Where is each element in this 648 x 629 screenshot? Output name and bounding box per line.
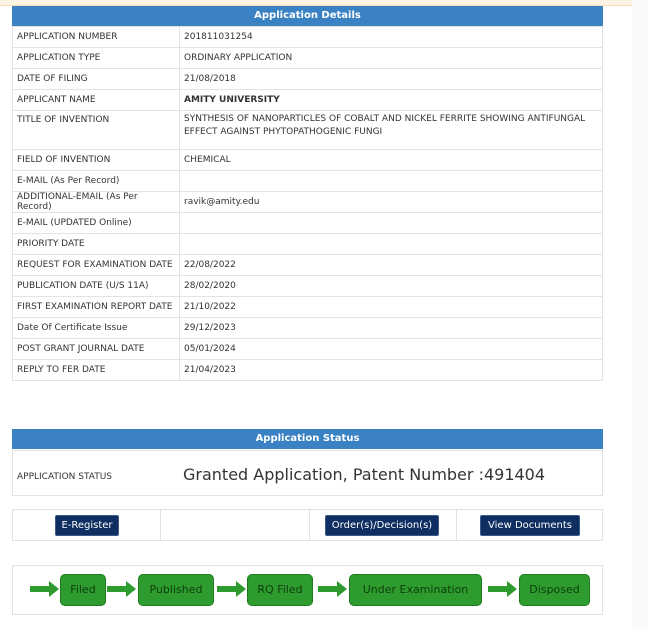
action-bar [12, 509, 603, 541]
table-row [13, 111, 603, 150]
table-row [13, 318, 603, 339]
status-value: Granted Application, Patent Number :491404 [183, 465, 546, 484]
row-value: ravik@amity.edu [180, 192, 603, 213]
row-value: 22/08/2022 [180, 255, 603, 276]
row-value: 05/01/2024 [180, 339, 603, 360]
row-label: PRIORITY DATE [13, 234, 180, 255]
arrow-right-icon [30, 581, 60, 597]
row-value: ORDINARY APPLICATION [180, 48, 603, 69]
step-published: Published [138, 574, 214, 606]
row-value [180, 213, 603, 234]
row-value: 201811031254 [180, 27, 603, 48]
arrow-right-icon [488, 581, 518, 597]
application-status-header: Application Status [12, 429, 603, 449]
row-value: 29/12/2023 [180, 318, 603, 339]
divider [160, 510, 161, 540]
arrow-right-icon [217, 581, 247, 597]
row-value: SYNTHESIS OF NANOPARTICLES OF COBALT AND NICKEL FERRITE SHOWING ANTIFUNGAL EFFECT AGAINST PHYTOPATHOGENIC FUNGI [180, 111, 603, 150]
row-label: Date Of Certificate Issue [13, 318, 180, 339]
row-label: E-MAIL (UPDATED Online) [13, 213, 180, 234]
table-row [13, 48, 603, 69]
table-row [13, 360, 603, 381]
table-row [13, 150, 603, 171]
step-filed: Filed [60, 574, 106, 606]
arrow-right-icon [107, 581, 137, 597]
row-label: APPLICANT NAME [13, 90, 180, 111]
row-label: FIELD OF INVENTION [13, 150, 180, 171]
row-value: AMITY UNIVERSITY [180, 90, 603, 111]
scrollbar-track[interactable] [632, 0, 648, 629]
table-row [13, 234, 603, 255]
row-label: PUBLICATION DATE (U/S 11A) [13, 276, 180, 297]
application-panel [0, 5, 612, 629]
status-flow [12, 565, 603, 615]
application-details-header: Application Details [12, 6, 603, 26]
row-label: REPLY TO FER DATE [13, 360, 180, 381]
arrow-right-icon [318, 581, 348, 597]
status-label: APPLICATION STATUS [17, 472, 113, 482]
table-row [13, 276, 603, 297]
step-under-examination: Under Examination [349, 574, 482, 606]
row-label: FIRST EXAMINATION REPORT DATE [13, 297, 180, 318]
row-label: APPLICATION NUMBER [13, 27, 180, 48]
table-row [13, 297, 603, 318]
orders-decisions-button[interactable]: Order(s)/Decision(s) [325, 515, 439, 536]
step-rq-filed: RQ Filed [247, 574, 313, 606]
table-row [13, 339, 603, 360]
table-row [13, 27, 603, 48]
row-value: 21/10/2022 [180, 297, 603, 318]
row-value [180, 171, 603, 192]
divider [456, 510, 457, 540]
row-value: 21/08/2018 [180, 69, 603, 90]
row-label: E-MAIL (As Per Record) [13, 171, 180, 192]
row-value: 28/02/2020 [180, 276, 603, 297]
row-label: REQUEST FOR EXAMINATION DATE [13, 255, 180, 276]
e-register-button[interactable]: E-Register [55, 515, 119, 536]
row-label: TITLE OF INVENTION [13, 111, 180, 150]
table-row [13, 213, 603, 234]
table-row [13, 171, 603, 192]
divider [309, 510, 310, 540]
row-value: 21/04/2023 [180, 360, 603, 381]
row-value: CHEMICAL [180, 150, 603, 171]
table-row [13, 90, 603, 111]
row-label: POST GRANT JOURNAL DATE [13, 339, 180, 360]
table-row [13, 255, 603, 276]
row-value [180, 234, 603, 255]
view-documents-button[interactable]: View Documents [480, 515, 580, 536]
status-row [12, 450, 603, 496]
table-row [13, 69, 603, 90]
row-label: DATE OF FILING [13, 69, 180, 90]
row-label: APPLICATION TYPE [13, 48, 180, 69]
step-disposed: Disposed [519, 574, 590, 606]
table-row [13, 192, 603, 213]
application-details-table [12, 26, 603, 381]
row-label: ADDITIONAL-EMAIL (As Per Record) [13, 192, 180, 213]
